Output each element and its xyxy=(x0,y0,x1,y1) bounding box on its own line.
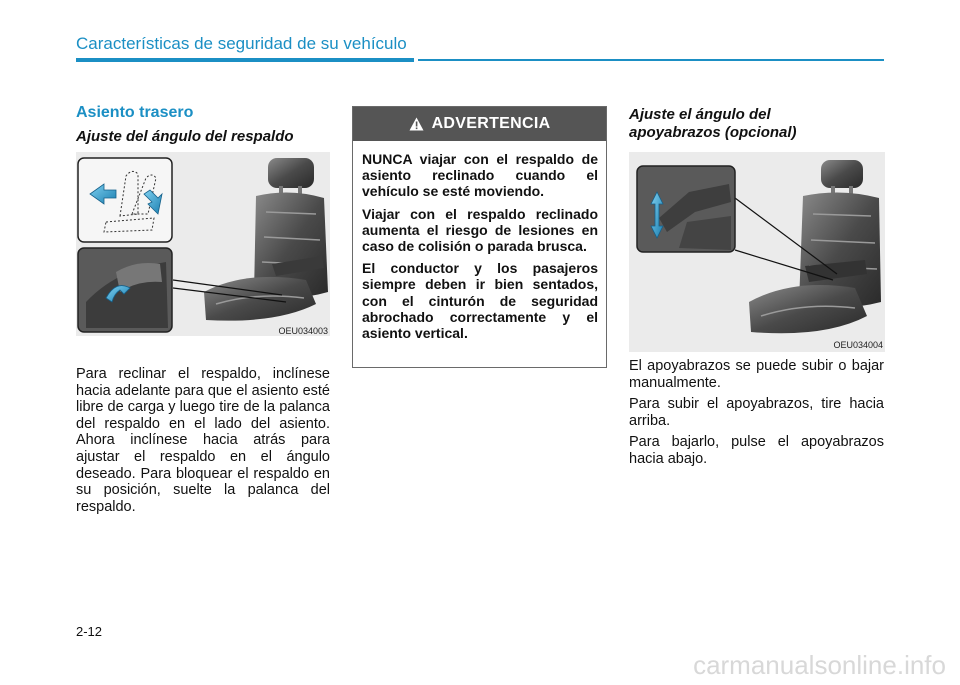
right-body-text: Para subir el apoyabrazos, tire hacia arriba. xyxy=(629,396,884,429)
page-header-title: Características de seguridad de su vehículo xyxy=(76,34,407,53)
right-subtitle-line2: apoyabrazos (opcional) xyxy=(629,124,797,141)
section-title: Asiento trasero xyxy=(76,104,194,121)
page-number: 2-12 xyxy=(76,624,103,639)
warning-paragraph: NUNCA viajar con el respaldo de asiento reclinado cuando el vehículo se esté moviendo. xyxy=(362,151,598,200)
armrest-figure xyxy=(629,152,885,352)
left-subtitle: Ajuste del ángulo del respaldo xyxy=(76,128,294,145)
right-body-text: El apoyabrazos se puede subir o bajar manualmente. xyxy=(629,358,884,391)
warning-body xyxy=(353,141,606,341)
right-subtitle-line1: Ajuste el ángulo del xyxy=(629,106,771,123)
warning-box xyxy=(352,106,607,368)
seatback-figure xyxy=(76,152,330,336)
armrest-illustration xyxy=(629,152,885,352)
figure-code: OEU034003 xyxy=(278,326,328,336)
warning-paragraph: Viajar con el respaldo reclinado aumenta el riesgo de lesiones en caso de colisión o parada brusca. xyxy=(362,205,598,255)
left-body-text: Para reclinar el respaldo, inclínese hacia adelante para que el asiento esté libre de carga y luego tire de la palanca del respaldo en el lado del asiento. Ahora inclínese hacia atrás para ajustar el respaldo en el ángulo deseado. Para bloquear el respaldo en su posición, suelte la palanca del respaldo. xyxy=(76,366,330,515)
warning-paragraph: El conductor y los pasajeros siempre deben ir bien sentados, con el cinturón de seguridad abrochado correctamente y el asiento vertical. xyxy=(362,260,598,342)
header-rule-thick xyxy=(76,58,414,62)
warning-title: ADVERTENCIA xyxy=(431,115,551,132)
right-body-text: Para bajarlo, pulse el apoyabrazos hacia abajo. xyxy=(629,434,884,467)
watermark: carmanualsonline.info xyxy=(693,650,946,680)
figure-code: OEU034004 xyxy=(833,340,883,350)
warning-triangle-icon xyxy=(409,117,424,131)
header-rule-thin xyxy=(418,59,884,61)
warning-header xyxy=(353,107,606,141)
seatback-illustration xyxy=(76,152,330,336)
